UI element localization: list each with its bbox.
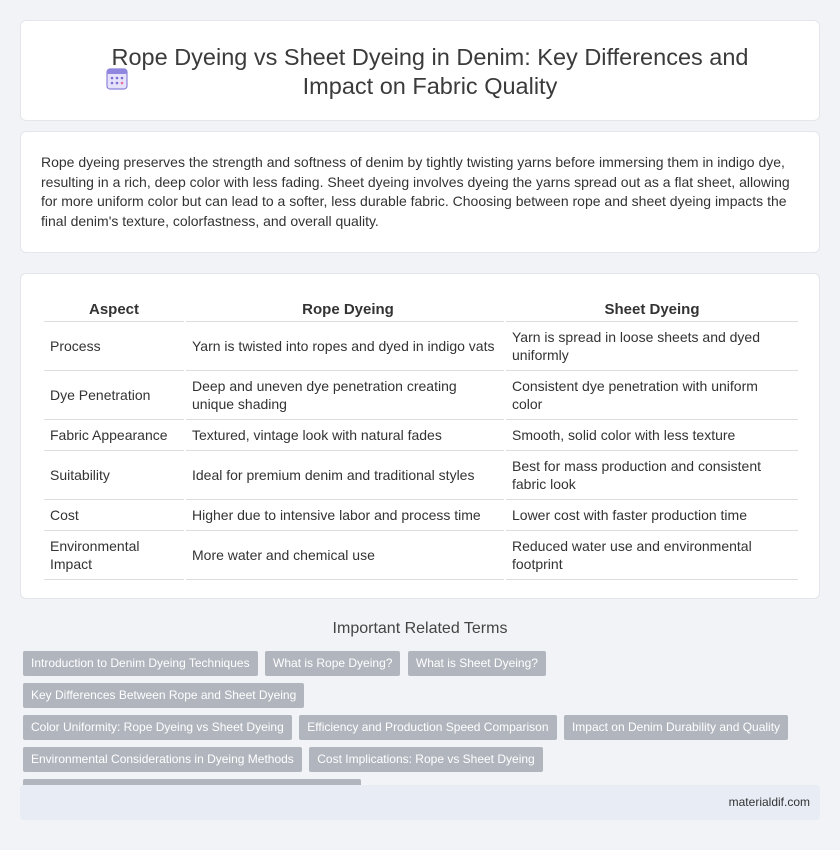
table-row xyxy=(44,451,798,500)
table-cell: Deep and uneven dye penetration creating unique shading xyxy=(186,371,504,420)
table-cell: Yarn is twisted into ropes and dyed in indigo vats xyxy=(186,322,504,371)
column-header-aspect: Aspect xyxy=(44,294,184,322)
table-cell: Smooth, solid color with less texture xyxy=(506,420,798,451)
table-cell: Higher due to intensive labor and process time xyxy=(186,500,504,531)
table-cell: Textured, vintage look with natural fades xyxy=(186,420,504,451)
table-cell: Dye Penetration xyxy=(44,371,184,420)
related-term-tag[interactable]: Introduction to Denim Dyeing Techniques xyxy=(23,651,258,676)
related-term-tag[interactable]: Impact on Denim Durability and Quality xyxy=(564,715,788,740)
table-row xyxy=(44,420,798,451)
intro-card xyxy=(20,131,820,253)
related-term-tag[interactable]: What is Rope Dyeing? xyxy=(265,651,400,676)
related-term-tag[interactable]: Cost Implications: Rope vs Sheet Dyeing xyxy=(309,747,542,772)
table-row xyxy=(44,322,798,371)
related-terms-title: Important Related Terms xyxy=(332,620,508,637)
related-term-tag[interactable]: What is Sheet Dyeing? xyxy=(408,651,546,676)
column-header-sheet-dyeing: Sheet Dyeing xyxy=(506,294,798,322)
table-row xyxy=(44,371,798,420)
comparison-table xyxy=(42,294,800,580)
table-cell: Suitability xyxy=(44,451,184,500)
table-cell: More water and chemical use xyxy=(186,531,504,580)
related-term-tag[interactable]: Color Uniformity: Rope Dyeing vs Sheet Dyeing xyxy=(23,715,292,740)
table-cell: Cost xyxy=(44,500,184,531)
footer-site-name[interactable]: materialdif.com xyxy=(728,795,810,809)
related-term-tag[interactable]: Environmental Considerations in Dyeing Methods xyxy=(23,747,302,772)
table-cell: Fabric Appearance xyxy=(44,420,184,451)
table-header-row xyxy=(44,294,798,322)
table-row xyxy=(44,531,798,580)
table-cell: Environmental Impact xyxy=(44,531,184,580)
table-cell: Best for mass production and consistent fabric look xyxy=(506,451,798,500)
table-cell: Yarn is spread in loose sheets and dyed uniformly xyxy=(506,322,798,371)
comparison-table-card xyxy=(20,273,820,599)
page-title: Rope Dyeing vs Sheet Dyeing in Denim: Key Differences and Impact on Fabric Quality xyxy=(111,44,749,99)
table-cell: Lower cost with faster production time xyxy=(506,500,798,531)
table-cell: Consistent dye penetration with uniform color xyxy=(506,371,798,420)
footer xyxy=(20,785,820,820)
table-cell: Process xyxy=(44,322,184,371)
header-card xyxy=(20,20,820,121)
table-row xyxy=(44,500,798,531)
related-term-tag[interactable]: Key Differences Between Rope and Sheet Dyeing xyxy=(23,683,304,708)
column-header-rope-dyeing: Rope Dyeing xyxy=(186,294,504,322)
related-term-tag[interactable]: Efficiency and Production Speed Comparison xyxy=(299,715,556,740)
intro-paragraph: Rope dyeing preserves the strength and softness of denim by tightly twisting yarns before immersing them in indigo dye, resulting in a rich, deep color with less fading. Sheet dyeing involves dyeing the yarns spread out as a flat sheet, allowing for more uniform color but can lead to a softer, less durable fabric. Choosing between rope and sheet dyeing impacts the final denim's texture, colorfastness, and overall quality. xyxy=(41,154,790,229)
table-cell: Reduced water use and environmental footprint xyxy=(506,531,798,580)
table-cell: Ideal for premium denim and traditional styles xyxy=(186,451,504,500)
